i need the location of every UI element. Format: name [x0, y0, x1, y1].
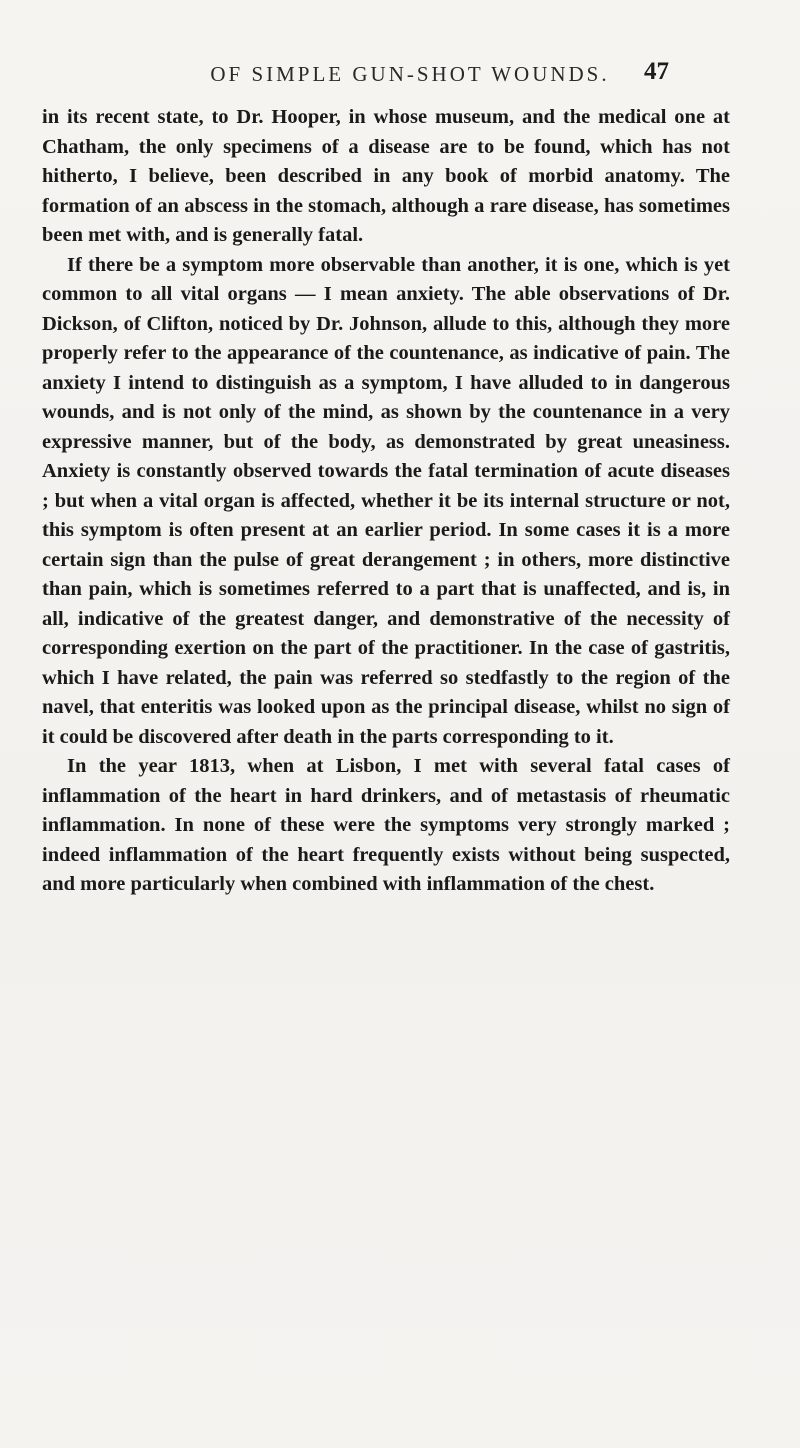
- paragraph: in its recent state, to Dr. Hooper, in whose museum, and the medical one at Chatham, the only specimens of a disease are to be found, which has not hitherto, I believe, been described in any book of morbid anatomy. The formation of an abscess in the stomach, although a rare disease, has sometimes been met with, and is generally fatal.: [42, 106, 730, 246]
- paragraph: If there be a symptom more observable than another, it is one, which is yet common to all vital organs — I mean anxiety. The able observations of Dr. Dickson, of Clifton, noticed by Dr. Johnson, allude to this, although they more properly refer to the appearance of the countenance, as indicative of pain. The anxiety I intend to distinguish as a symptom, I have alluded to in dangerous wounds, and is not only of the mind, as shown by the countenance in a very expressive manner, but of the body, as demonstrated by great uneasiness. Anxiety is constantly observed towards the fatal termination of acute diseases ; but when a vital organ is affected, whether it be its internal structure or not, this symptom is often present at an earlier period. In some cases it is a more certain sign than the pulse of great derangement ; in others, more distinctive than pain, which is sometimes referred to a part that is unaffected, and is, in all, indicative of the greatest danger, and demonstrative of the necessity of corresponding exertion on the part of the practitioner. In the case of gastritis, which I have related, the pain was referred so stedfastly to the region of the navel, that enteritis was looked upon as the principal disease, whilst no sign of it could be discovered after death in the parts corresponding to it.: [42, 253, 730, 748]
- page-number: 47: [644, 58, 669, 85]
- body-text: [42, 103, 730, 900]
- paragraph: In the year 1813, when at Lisbon, I met with several fatal cases of inflammation of the heart in hard drinkers, and of metastasis of rheumatic inflammation. In none of these were the symptoms very strongly marked ; indeed inflammation of the heart frequently exists without being suspected, and more particularly when combined with inflammation of the chest.: [42, 755, 730, 895]
- running-head: OF SIMPLE GUN-SHOT WOUNDS.: [210, 62, 610, 86]
